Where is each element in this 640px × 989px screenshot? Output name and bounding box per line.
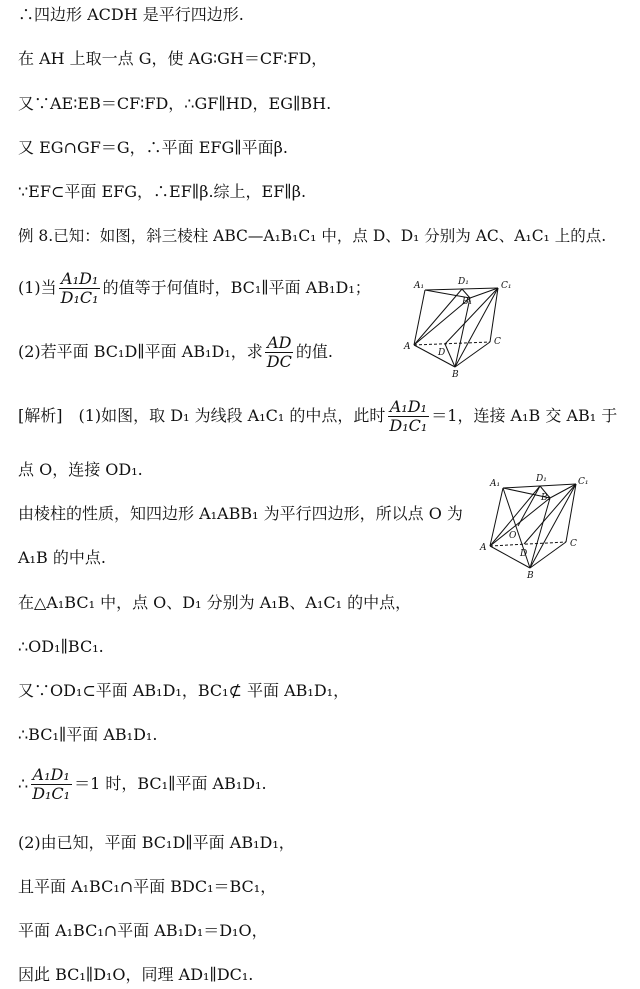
text-line-6: 例 8.已知：如图，斜三棱柱 ABC—A₁B₁C₁ 中，点 D、D₁ 分别为 AC、A₁C₁ 上的点. xyxy=(18,227,607,245)
question-1 xyxy=(18,268,371,308)
label-c: C xyxy=(494,337,501,347)
question-1-suffix: 的值等于何值时，BC₁∥平面 AB₁D₁； xyxy=(102,278,371,297)
fraction-numerator: A₁D₁ xyxy=(61,269,99,288)
label-c1: C₁ xyxy=(578,477,589,487)
text-line-10: 点 O，连接 OD₁. xyxy=(18,460,143,479)
solution-line-1 xyxy=(18,396,617,436)
conclusion-prefix: ∴ xyxy=(18,774,29,793)
question-2-prefix: (2)若平面 BC₁D∥平面 AB₁D₁，求 xyxy=(18,342,263,361)
label-b1: B₁ xyxy=(541,493,552,503)
label-b1: B₁ xyxy=(462,297,473,307)
fraction-denominator: D₁C₁ xyxy=(60,288,99,307)
text-line-16: ∴BC₁∥平面 AB₁D₁. xyxy=(18,725,158,744)
label-d1: D₁ xyxy=(458,277,469,287)
question-1-prefix: (1)当 xyxy=(18,278,57,297)
text-line-4: 又 EG∩GF＝G，∴平面 EFG∥平面β. xyxy=(18,138,288,157)
text-line-12: A₁B 的中点. xyxy=(18,548,106,567)
segment-a-d1 xyxy=(414,289,462,345)
label-d1: D₁ xyxy=(536,474,547,484)
text-line-18: (2)由已知，平面 BC₁D∥平面 AB₁D₁， xyxy=(18,833,295,852)
fraction-a1d1-over-d1c1 xyxy=(30,766,72,803)
fraction-numerator: A₁D₁ xyxy=(32,765,70,784)
question-2 xyxy=(18,332,333,372)
fraction-denominator: D₁C₁ xyxy=(32,784,71,803)
label-b: B xyxy=(527,571,534,581)
edge-b-c xyxy=(530,542,566,568)
edge-a-c-hidden xyxy=(490,542,566,546)
text-line-1: ∴四边形 ACDH 是平行四边形. xyxy=(18,5,244,24)
text-line-3: 又∵AE∶EB＝CF∶FD，∴GF∥HD，EG∥BH. xyxy=(18,94,332,113)
label-a: A xyxy=(404,342,411,352)
solution-prefix: [解析] (1)如图，取 D₁ 为线段 A₁C₁ 的中点，此时 xyxy=(18,406,386,425)
label-a1: A₁ xyxy=(414,281,425,291)
label-d: D xyxy=(520,549,528,559)
prism-figure-1 xyxy=(400,270,530,380)
segment-b-d xyxy=(445,344,455,367)
text-line-11: 由棱柱的性质，知四边形 A₁ABB₁ 为平行四边形，所以点 O 为 xyxy=(18,504,463,523)
text-line-21: 因此 BC₁∥D₁O，同理 AD₁∥DC₁. xyxy=(18,965,254,984)
text-line-19: 且平面 A₁BC₁∩平面 BDC₁＝BC₁， xyxy=(18,877,277,896)
fraction-a1d1-over-d1c1 xyxy=(59,270,101,307)
fraction-numerator: A₁D₁ xyxy=(389,397,427,416)
prism-figure-2 xyxy=(478,470,608,582)
solution-suffix: ＝1，连接 A₁B 交 AB₁ 于 xyxy=(431,406,618,425)
fraction-numerator: AD xyxy=(267,333,292,352)
label-b: B xyxy=(452,370,459,380)
fraction-denominator: D₁C₁ xyxy=(389,416,428,435)
label-d: D xyxy=(438,348,446,358)
text-line-20: 平面 A₁BC₁∩平面 AB₁D₁＝D₁O， xyxy=(18,921,268,940)
label-c1: C₁ xyxy=(501,281,512,291)
label-c: C xyxy=(570,539,577,549)
conclusion-suffix: ＝1 时，BC₁∥平面 AB₁D₁. xyxy=(74,774,267,793)
text-line-14: ∴OD₁∥BC₁. xyxy=(18,637,104,656)
edge-b-c xyxy=(455,342,490,367)
text-line-5: ∵EF⊂平面 EFG，∴EF∥β.综上，EF∥β. xyxy=(18,182,307,201)
fraction-denominator: DC xyxy=(266,352,292,371)
label-a: A xyxy=(480,543,487,553)
label-a1: A₁ xyxy=(490,479,501,489)
label-o: O xyxy=(509,531,517,541)
edge-a-c-hidden xyxy=(414,342,490,345)
text-line-15: 又∵OD₁⊂平面 AB₁D₁，BC₁⊄ 平面 AB₁D₁， xyxy=(18,681,350,700)
conclusion-line xyxy=(18,764,267,804)
fraction-a1d1-over-d1c1 xyxy=(387,398,429,435)
question-2-suffix: 的值. xyxy=(295,342,333,361)
fraction-ad-over-dc xyxy=(265,334,294,371)
text-line-2: 在 AH 上取一点 G，使 AG∶GH＝CF∶FD， xyxy=(18,49,328,68)
edge-a-b xyxy=(414,345,455,367)
text-line-13: 在△A₁BC₁ 中，点 O、D₁ 分别为 A₁B、A₁C₁ 的中点， xyxy=(18,593,412,612)
